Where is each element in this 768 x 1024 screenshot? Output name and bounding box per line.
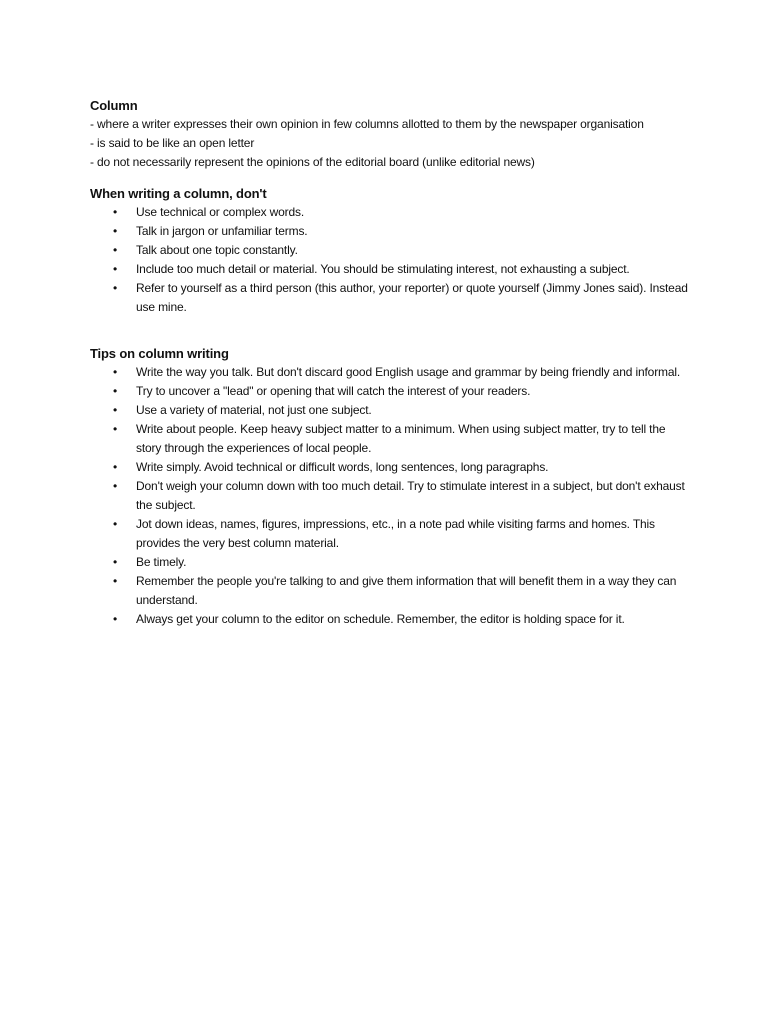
list-item bbox=[90, 401, 690, 420]
list-item bbox=[90, 241, 690, 260]
list-item bbox=[90, 610, 690, 629]
column-definition-line: - do not necessarily represent the opinions of the editorial board (unlike editorial news) bbox=[90, 155, 535, 169]
section-spacer bbox=[90, 172, 690, 184]
list-item bbox=[90, 477, 690, 515]
tips-list bbox=[90, 363, 690, 629]
dont-heading: When writing a column, don't bbox=[90, 186, 267, 201]
bullet-icon: • bbox=[113, 365, 118, 379]
bullet-icon: • bbox=[113, 555, 118, 569]
list-item-text: Jot down ideas, names, figures, impressions, etc., in a note pad while visiting farms and homes. This provides the very best column material. bbox=[136, 517, 655, 550]
list-item bbox=[90, 279, 690, 317]
list-item-text: Write simply. Avoid technical or difficult words, long sentences, long paragraphs. bbox=[136, 460, 549, 474]
bullet-icon: • bbox=[113, 205, 118, 219]
list-item-text: Try to uncover a "lead" or opening that will catch the interest of your readers. bbox=[136, 384, 531, 398]
bullet-icon: • bbox=[113, 574, 118, 588]
column-section bbox=[90, 96, 690, 172]
bullet-icon: • bbox=[113, 243, 118, 257]
dont-section bbox=[90, 184, 690, 317]
bullet-icon: • bbox=[113, 384, 118, 398]
column-heading: Column bbox=[90, 98, 138, 113]
column-definition-line: - is said to be like an open letter bbox=[90, 136, 255, 150]
list-item-text: Include too much detail or material. You should be stimulating interest, not exhausting a subject. bbox=[136, 262, 630, 276]
bullet-icon: • bbox=[113, 612, 118, 626]
list-item bbox=[90, 363, 690, 382]
bullet-icon: • bbox=[113, 422, 118, 436]
list-item bbox=[90, 203, 690, 222]
list-item-text: Always get your column to the editor on schedule. Remember, the editor is holding space for it. bbox=[136, 612, 625, 626]
list-item bbox=[90, 553, 690, 572]
list-item-text: Talk in jargon or unfamiliar terms. bbox=[136, 224, 308, 238]
list-item bbox=[90, 572, 690, 610]
list-item-text: Use technical or complex words. bbox=[136, 205, 305, 219]
list-item-text: Be timely. bbox=[136, 555, 187, 569]
list-item bbox=[90, 420, 690, 458]
list-item-text: Write about people. Keep heavy subject matter to a minimum. When using subject matter, try to tell the story through the experiences of local people. bbox=[136, 422, 666, 455]
list-item-text: Don't weigh your column down with too much detail. Try to stimulate interest in a subject, but don't exhaust the subject. bbox=[136, 479, 685, 512]
tips-section bbox=[90, 344, 690, 629]
list-item-text: Talk about one topic constantly. bbox=[136, 243, 298, 257]
list-item-text: Refer to yourself as a third person (this author, your reporter) or quote yourself (Jimmy Jones said). Instead use mine. bbox=[136, 281, 688, 314]
list-item bbox=[90, 515, 690, 553]
tips-heading: Tips on column writing bbox=[90, 346, 229, 361]
bullet-icon: • bbox=[113, 224, 118, 238]
list-item bbox=[90, 260, 690, 279]
bullet-icon: • bbox=[113, 517, 118, 531]
bullet-icon: • bbox=[113, 281, 118, 295]
bullet-icon: • bbox=[113, 262, 118, 276]
column-definition-line: - where a writer expresses their own opinion in few columns allotted to them by the newspaper organisation bbox=[90, 117, 644, 131]
list-item-text: Write the way you talk. But don't discard good English usage and grammar by being friendly and informal. bbox=[136, 365, 681, 379]
document-page bbox=[90, 96, 690, 629]
list-item-text: Use a variety of material, not just one subject. bbox=[136, 403, 372, 417]
list-item-text: Remember the people you're talking to and give them information that will benefit them in a way they can understand. bbox=[136, 574, 677, 607]
list-item bbox=[90, 222, 690, 241]
bullet-icon: • bbox=[113, 403, 118, 417]
list-item bbox=[90, 458, 690, 477]
list-item bbox=[90, 382, 690, 401]
bullet-icon: • bbox=[113, 460, 118, 474]
bullet-icon: • bbox=[113, 479, 118, 493]
dont-list bbox=[90, 203, 690, 317]
section-spacer bbox=[90, 317, 690, 344]
